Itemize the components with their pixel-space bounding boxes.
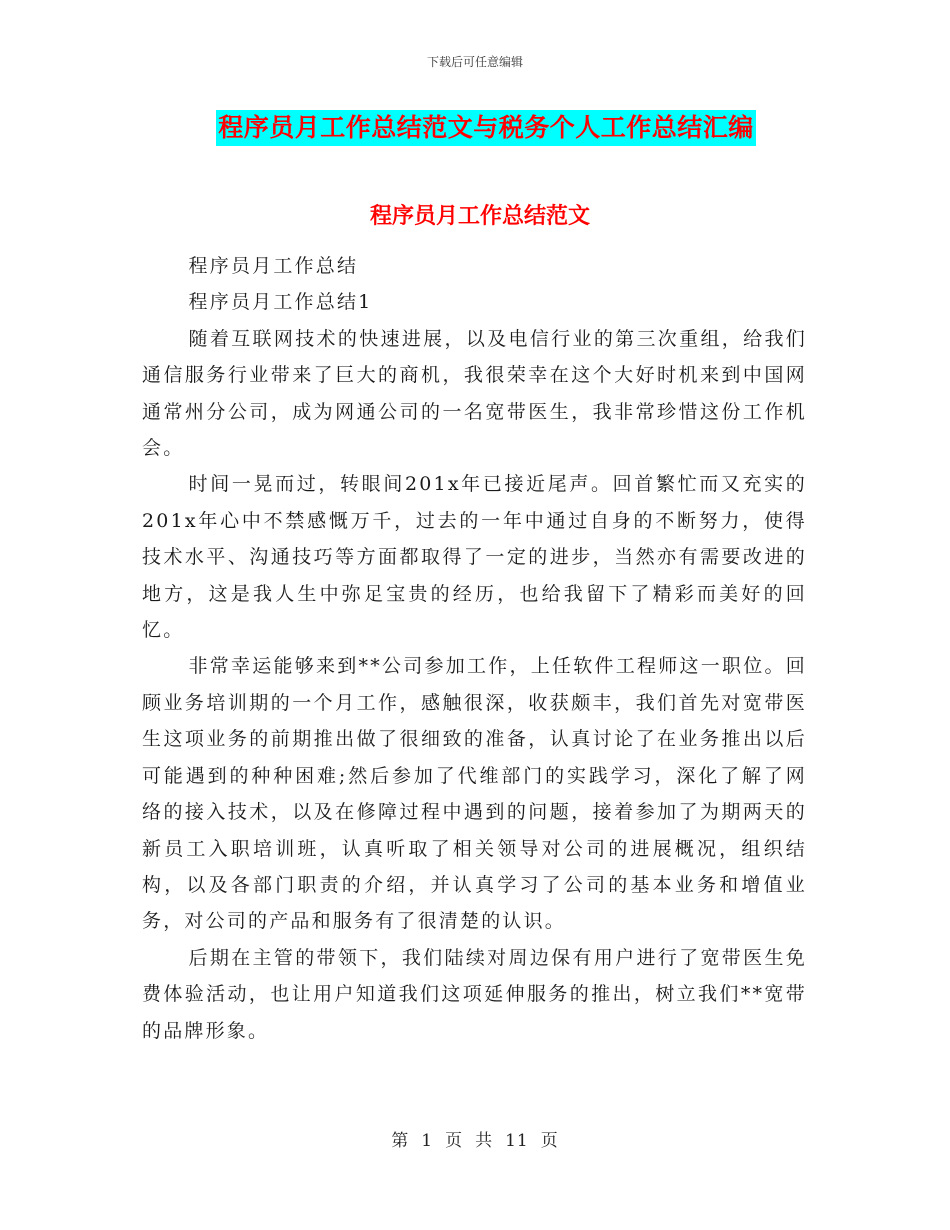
footer-page-word: 页 [445,1131,464,1151]
section-title: 程序员月工作总结范文 [369,203,590,229]
main-title-wrap [0,110,950,146]
page-footer [0,1126,950,1151]
paragraph: 程序员月工作总结1 [188,291,373,314]
footer-prefix: 第 [391,1131,410,1151]
paragraph: 非常幸运能够来到**公司参加工作，上任软件工程师这一职位。回顾业务培训期的一个月工作，感触很深，收获颇丰，我们首先对宽带医生这项业务的前期推出做了很细致的准备，认真讨论了在业务推出以后可能遇到的种种困难;然后参加了代维部门的实践学习，深化了解了网络的接入技术，以及在修障过程中遇到的问题，接着参加了为期两天的新员工入职培训班，认真听取了相关领导对公司的进展概况，组织结构，以及各部门职责的介绍，并认真学习了公司的基本业务和增值业务，对公司的产品和服务有了很清楚的认识。 [142,655,807,933]
document-body [142,248,807,1049]
header-note: 下载后可任意编辑 [426,55,523,69]
footer-suffix: 页 [540,1131,559,1151]
paragraph: 时间一晃而过，转眼间201x年已接近尾声。回首繁忙而又充实的201x年心中不禁感慨万千，过去的一年中通过自身的不断努力，使得技术水平、沟通技巧等方面都取得了一定的进步，当然亦有需要改进的地方，这是我人生中弥足宝贵的经历，也给我留下了精彩而美好的回忆。 [142,473,807,642]
paragraph: 随着互联网技术的快速进展，以及电信行业的第三次重组，给我们通信服务行业带来了巨大的商机，我很荣幸在这个大好时机来到中国网通常州分公司，成为网通公司的一名宽带医生，我非常珍惜这份工作机会。 [142,327,807,460]
paragraph: 后期在主管的带领下，我们陆续对周边保有用户进行了宽带医生免费体验活动，也让用户知道我们这项延伸服务的推出，树立我们**宽带的品牌形象。 [142,946,807,1042]
paragraph: 程序员月工作总结 [188,255,359,277]
footer-page-number: 1 [421,1131,434,1151]
footer-total-word: 共 [475,1131,494,1151]
footer-total-pages: 11 [505,1131,529,1151]
document-title: 程序员月工作总结范文与税务个人工作总结汇编 [216,110,756,146]
